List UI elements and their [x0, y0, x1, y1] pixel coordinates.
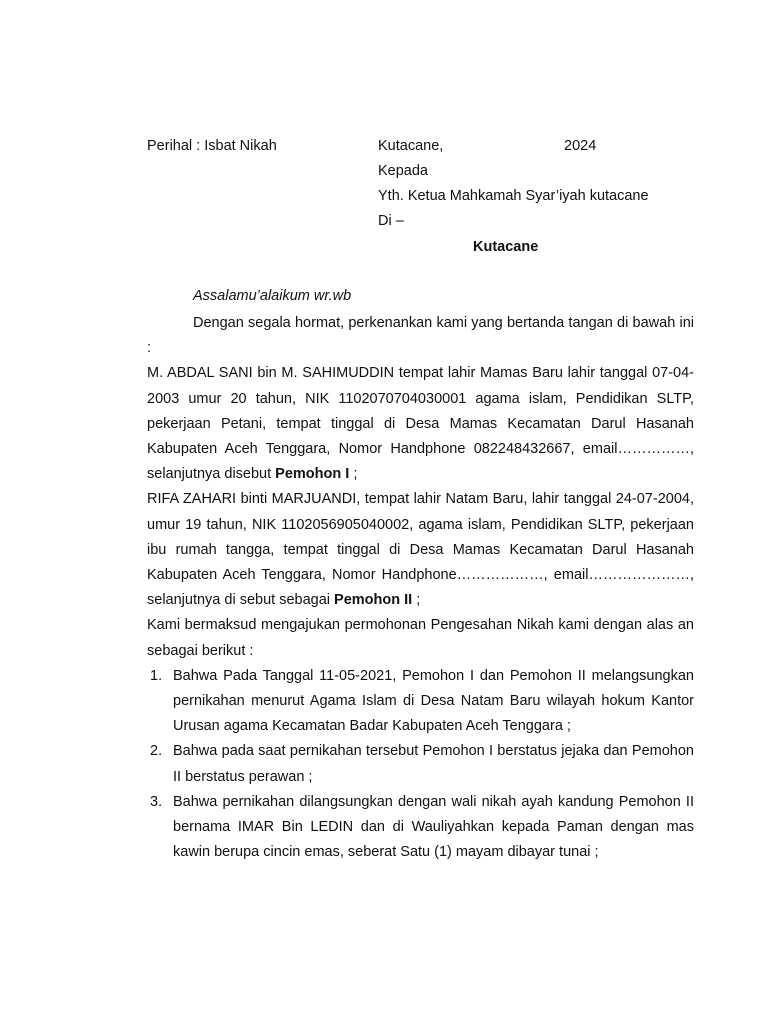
list-item-text: Bahwa Pada Tanggal 11-05-2021, Pemohon I dan Pemohon II melangsungkan pernikahan menurut Agama Islam di Desa Natam Baru wilayah hokum Kantor Urusan agama Kecamatan Badar Kabupaten Aceh Tenggara ; [173, 667, 694, 735]
list-item [147, 664, 694, 740]
salutation: Assalamu’alaikum wr.wb [193, 288, 352, 304]
applicant-1-paragraph [147, 361, 694, 487]
letter-body [147, 311, 694, 865]
list-item-text: Bahwa pernikahan dilangsungkan dengan wali nikah ayah kandung Pemohon II bernama IMAR Bin LEDIN dan di Wauliyahkan kepada Paman dengan mas kawin berupa cincin emas, seberat Satu (1) mayam dibayar tunai ; [173, 793, 694, 861]
subject-line: Perihal : Isbat Nikah [147, 138, 277, 154]
list-item-text: Bahwa pada saat pernikahan tersebut Pemohon I berstatus jejaka dan Pemohon II berstatus perawan ; [173, 743, 694, 785]
list-item-number: 1. [150, 667, 163, 684]
reasons-list [147, 664, 694, 866]
recipient-name: Yth. Ketua Mahkamah Syar’iyah kutacane [378, 188, 649, 204]
list-item-number: 2. [150, 743, 163, 760]
list-item [147, 790, 694, 866]
place-date: Kutacane, [378, 138, 444, 154]
purpose-paragraph: Kami bermaksud mengajukan permohonan Pengesahan Nikah kami dengan alas an sebagai berikut : [147, 617, 694, 659]
applicant-2-end: ; [412, 592, 421, 609]
applicant-1-text: M. ABDAL SANI bin M. SAHIMUDDIN tempat lahir Mamas Baru lahir tanggal 07-04-2003 umur 20 tahun, NIK 1102070704030001 agama islam, Pendidikan SLTP, pekerjaan Petani, tempat tinggal di Desa Mamas Kecamatan Darul Hasanah Kabupaten Aceh Tenggara, Nomor Handphone 082248432667, email……………, selanjutnya disebut [147, 365, 694, 483]
recipient-city: Kutacane [473, 239, 539, 255]
intro-paragraph: Dengan segala hormat, perkenankan kami yang bertanda tangan di bawah ini : [147, 315, 694, 357]
applicant-2-paragraph [147, 487, 694, 613]
applicant-1-end: ; [349, 466, 358, 483]
list-item-number: 3. [150, 793, 163, 810]
letter-year: 2024 [564, 138, 597, 154]
applicant-2-text: RIFA ZAHARI binti MARJUANDI, tempat lahir Natam Baru, lahir tanggal 24-07-2004, umur 19 tahun, NIK 1102056905040002, agama islam, Pendidikan SLTP, pekerjaan ibu rumah tangga, tempat tinggal di Desa Mamas Kecamatan Darul Hasanah Kabupaten Aceh Tenggara, Nomor Handphone………………, email…………………, selanjutnya di sebut sebagai [147, 491, 694, 609]
applicant-1-label: Pemohon I [275, 466, 350, 483]
recipient-kepada: Kepada [378, 163, 428, 179]
applicant-2-label: Pemohon II [334, 592, 413, 609]
recipient-di: Di – [378, 213, 404, 229]
list-item [147, 739, 694, 789]
